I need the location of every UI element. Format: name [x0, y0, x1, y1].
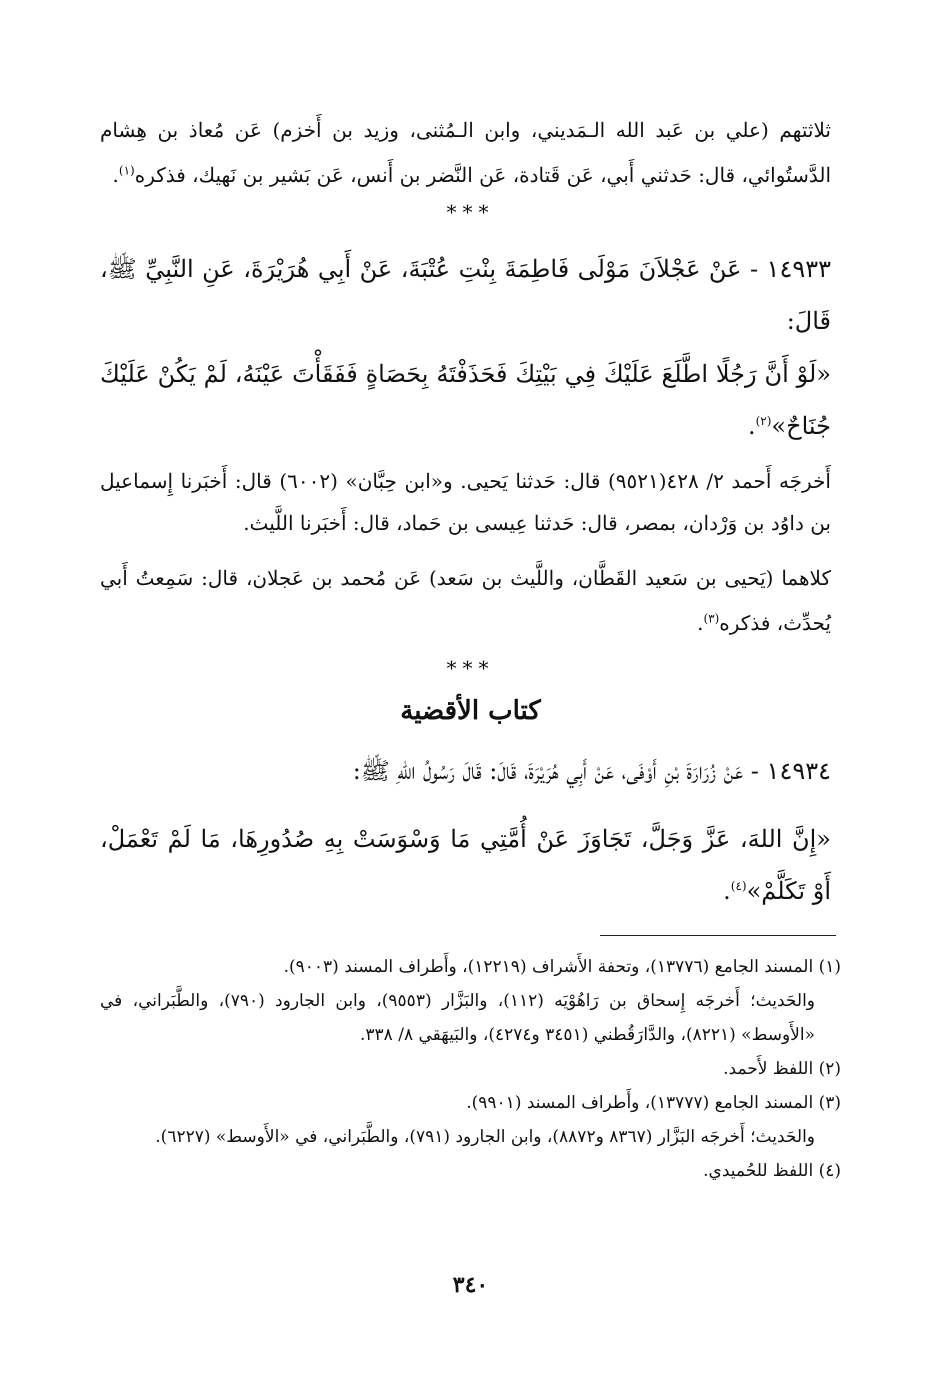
footnote-4: (٤) اللفظ للحُميدي. — [703, 1161, 841, 1181]
footnote-3-continuation: والحَديث؛ أَخرجَه البَزَّار (٨٣٦٧ و٨٨٧٢)، وابن الجارود (٧٩١)، والطَّبَراني، في «الأَوسط» (٦٢٢٧). — [155, 1127, 815, 1147]
hadith-14933-matn: «لَوْ أَنَّ رَجُلًا اطَّلَعَ عَلَيْكَ فِي بَيْتِكَ فَحَذَفْتَهُ بِحَصَاةٍ فَفَقَأْتَ عَيْنَهُ، لَمْ يَكُنْ عَلَيْكَ جُنَاحٌ»$^{(٢)}$. — [100, 360, 831, 440]
section-separator-stars: *** — [446, 200, 495, 224]
hadith-matn-text: «لَوْ أَنَّ رَجُلًا اطَّلَعَ عَلَيْكَ فِي بَيْتِكَ فَحَذَفْتَهُ بِحَصَاةٍ فَفَقَأْتَ عَيْنَهُ، لَمْ يَكُنْ عَلَيْكَ جُنَاحٌ» — [100, 360, 831, 440]
paragraph-isnad-2: كلاهما (يَحيى بن سَعيد القَطَّان، واللَّيث بن سَعد) عَن مُحمد بن عَجلان، قال: سَمِعتُ أَبي يُحدِّث، فذكره$^{(٣)}$. — [100, 566, 831, 635]
footnote-1: (١) المسند الجامع (١٣٧٧٦)، وتحفة الأَشراف (١٢٢١٩)، وأَطراف المسند (٩٠٠٣). — [283, 957, 841, 977]
footnote-ref: (١) — [118, 163, 135, 178]
footnote-ref: (٤) — [730, 879, 747, 893]
footnote-ref: (٣) — [703, 611, 720, 626]
paragraph-takhrij: أَخرجَه أَحمد ٢/ ٤٢٨(٩٥٢١) قال: حَدثنا يَحيى. و«ابن حِبَّان» (٦٠٠٢) قال: أَخبَرنا إِسماعيل بن داوُد بن وَرْدان، بمصر، قال: حَدثنا عِيسى بن حَماد، قال: أَخبَرنا اللَّيث. — [100, 469, 831, 535]
footnote-divider — [600, 935, 836, 936]
paragraph-text: كلاهما (يَحيى بن سَعيد القَطَّان، واللَّيث بن سَعد) عَن مُحمد بن عَجلان، قال: سَمِعتُ أَبي يُحدِّث، فذكره — [100, 566, 831, 635]
hadith-14934-intro: ١٤٩٣٤ - عَنْ زُرَارَةَ بْنِ أَوْفَى، عَنْ أَبِي هُرَيْرَةَ، قَالَ: قَالَ رَسُولُ اللهِ ﷺ: — [352, 757, 831, 785]
footnote-ref: (٢) — [755, 414, 772, 428]
footnote-3: (٣) المسند الجامع (١٣٧٧٧)، وأَطراف المسند (٩٩٠١). — [466, 1093, 841, 1113]
page-number: ٣٤٠ — [452, 1272, 489, 1298]
chapter-heading: كتاب الأقضية — [400, 696, 541, 726]
hadith-14933-intro: ١٤٩٣٣ - عَنْ عَجْلاَنَ مَوْلَى فَاطِمَةَ بِنْتِ عُتْبَةَ، عَنْ أَبِي هُرَيْرَةَ، عَنِ النَّبِيِّ ﷺ، قَالَ: — [100, 255, 831, 335]
hadith-14934-matn: «إِنَّ اللهَ، عَزَّ وَجَلَّ، تَجَاوَزَ عَنْ أُمَّتِي مَا وَسْوَسَتْ بِهِ صُدُورِهَا، مَا لَمْ تَعْمَلْ، أَوْ تَكَلَّمْ»$^{(٤)}$. — [100, 825, 831, 905]
paragraph-isnad-1: ثلاثتهم (علي بن عَبد الله الـمَديني، وابن الـمُثنى، وزيد بن أَخزم) عَن مُعاذ بن هِشام الدَّستُوائي، قال: حَدثني أَبي، عَن قَتادة، عَن النَّضر بن أَنس، عَن بَشير بن نَهيك، فذكره$^{(١)}$. — [100, 118, 831, 187]
paragraph-text: ثلاثتهم (علي بن عَبد الله الـمَديني، وابن الـمُثنى، وزيد بن أَخزم) عَن مُعاذ بن هِشام الدَّستُوائي، قال: حَدثني أَبي، عَن قَتادة، عَن النَّضر بن أَنس، عَن بَشير بن نَهيك، فذكره — [100, 118, 831, 187]
footnote-1-continuation: والحَديث؛ أَخرجَه إِسحاق بن رَاهُوْيَه (١١٢)، والبَزَّار (٩٥٥٣)، وابن الجارود (٧٩٠)، والطَّبَراني، في «الأَوسط» (٨٢٢١)، والدَّارَقُطني (٣٤٥١ و٤٢٧٤)، والبَيهَقي ٨/ ٣٣٨. — [100, 991, 815, 1045]
section-separator-stars: *** — [446, 656, 495, 680]
footnotes — [100, 950, 841, 1188]
hadith-matn-text: «إِنَّ اللهَ، عَزَّ وَجَلَّ، تَجَاوَزَ عَنْ أُمَّتِي مَا وَسْوَسَتْ بِهِ صُدُورِهَا، مَا لَمْ تَعْمَلْ، أَوْ تَكَلَّمْ» — [100, 825, 831, 905]
footnote-2: (٢) اللفظ لأَحمد. — [723, 1059, 841, 1079]
